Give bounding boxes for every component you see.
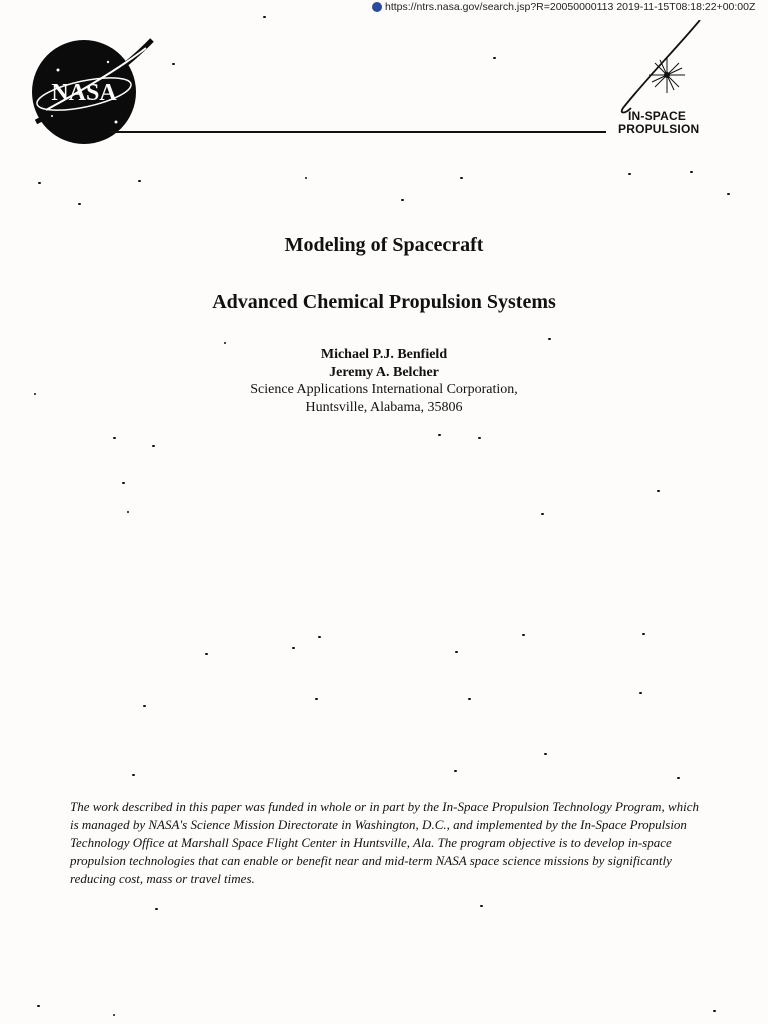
ntrs-globe-icon <box>372 2 382 12</box>
speck <box>138 180 141 182</box>
speck <box>224 342 226 344</box>
speck <box>478 437 481 439</box>
program-line-2: PROPULSION <box>618 122 700 136</box>
speck <box>628 173 631 175</box>
header-rule <box>110 131 606 133</box>
speck <box>657 490 660 492</box>
speck <box>34 393 36 395</box>
speck <box>143 705 146 707</box>
paper-title-line-2: Advanced Chemical Propulsion Systems <box>212 291 556 313</box>
speck <box>37 1005 40 1007</box>
speck <box>263 16 266 18</box>
speck <box>639 692 642 694</box>
speck <box>401 199 404 201</box>
affiliation: Science Applications International Corporation, <box>250 382 518 397</box>
program-line-1: IN-SPACE <box>628 109 687 123</box>
speck <box>690 171 693 173</box>
speck <box>642 633 645 635</box>
speck <box>493 57 496 59</box>
author-1: Michael P.J. Benfield <box>320 347 448 362</box>
speck <box>38 182 41 184</box>
speck <box>455 651 458 653</box>
program-wordmark <box>618 110 699 136</box>
ntrs-url[interactable]: https://ntrs.nasa.gov/search.jsp?R=20050000113 <box>385 1 614 13</box>
speck <box>541 513 544 515</box>
speck <box>113 1014 115 1016</box>
speck <box>172 63 175 65</box>
speck <box>318 636 321 638</box>
speck <box>438 434 441 436</box>
author-2: Jeremy A. Belcher <box>329 364 439 380</box>
funding-footnote: The work described in this paper was funded in whole or in part by the In-Space Propulsion Technology Program, which is managed by NASA's Science Mission Directorate in Washington, D.C., and implemented by the In-Space Propulsion Technology Office at Marshall Space Flight Center in Huntsville, Ala. The program objective is to develop in-space propulsion technologies that can enable or benefit near and mid-term NASA space science missions by significantly reducing cost, mass or travel times. <box>70 799 700 886</box>
speck <box>305 177 307 179</box>
author-block <box>0 346 768 416</box>
speck <box>78 203 81 205</box>
speck <box>292 647 295 649</box>
nasa-wordmark: NASA <box>51 80 117 106</box>
speck <box>315 698 318 700</box>
speck <box>548 338 551 340</box>
speck <box>205 653 208 655</box>
ntrs-stamp <box>372 0 755 14</box>
speck <box>460 177 463 179</box>
speck <box>727 193 730 195</box>
speck <box>454 770 457 772</box>
speck <box>132 774 135 776</box>
speck <box>468 698 471 700</box>
speck <box>544 753 547 755</box>
speck <box>713 1010 716 1012</box>
speck <box>522 634 525 636</box>
speck <box>122 482 125 484</box>
speck <box>677 777 680 779</box>
speck <box>127 511 129 513</box>
speck <box>480 905 483 907</box>
ntrs-timestamp: 2019-11-15T08:18:22+00:00Z <box>616 1 756 13</box>
address: Huntsville, Alabama, 35806 <box>305 399 463 415</box>
speck <box>155 908 158 910</box>
paper-title-line-1: Modeling of Spacecraft <box>284 234 484 256</box>
speck <box>152 445 155 447</box>
speck <box>113 437 116 439</box>
